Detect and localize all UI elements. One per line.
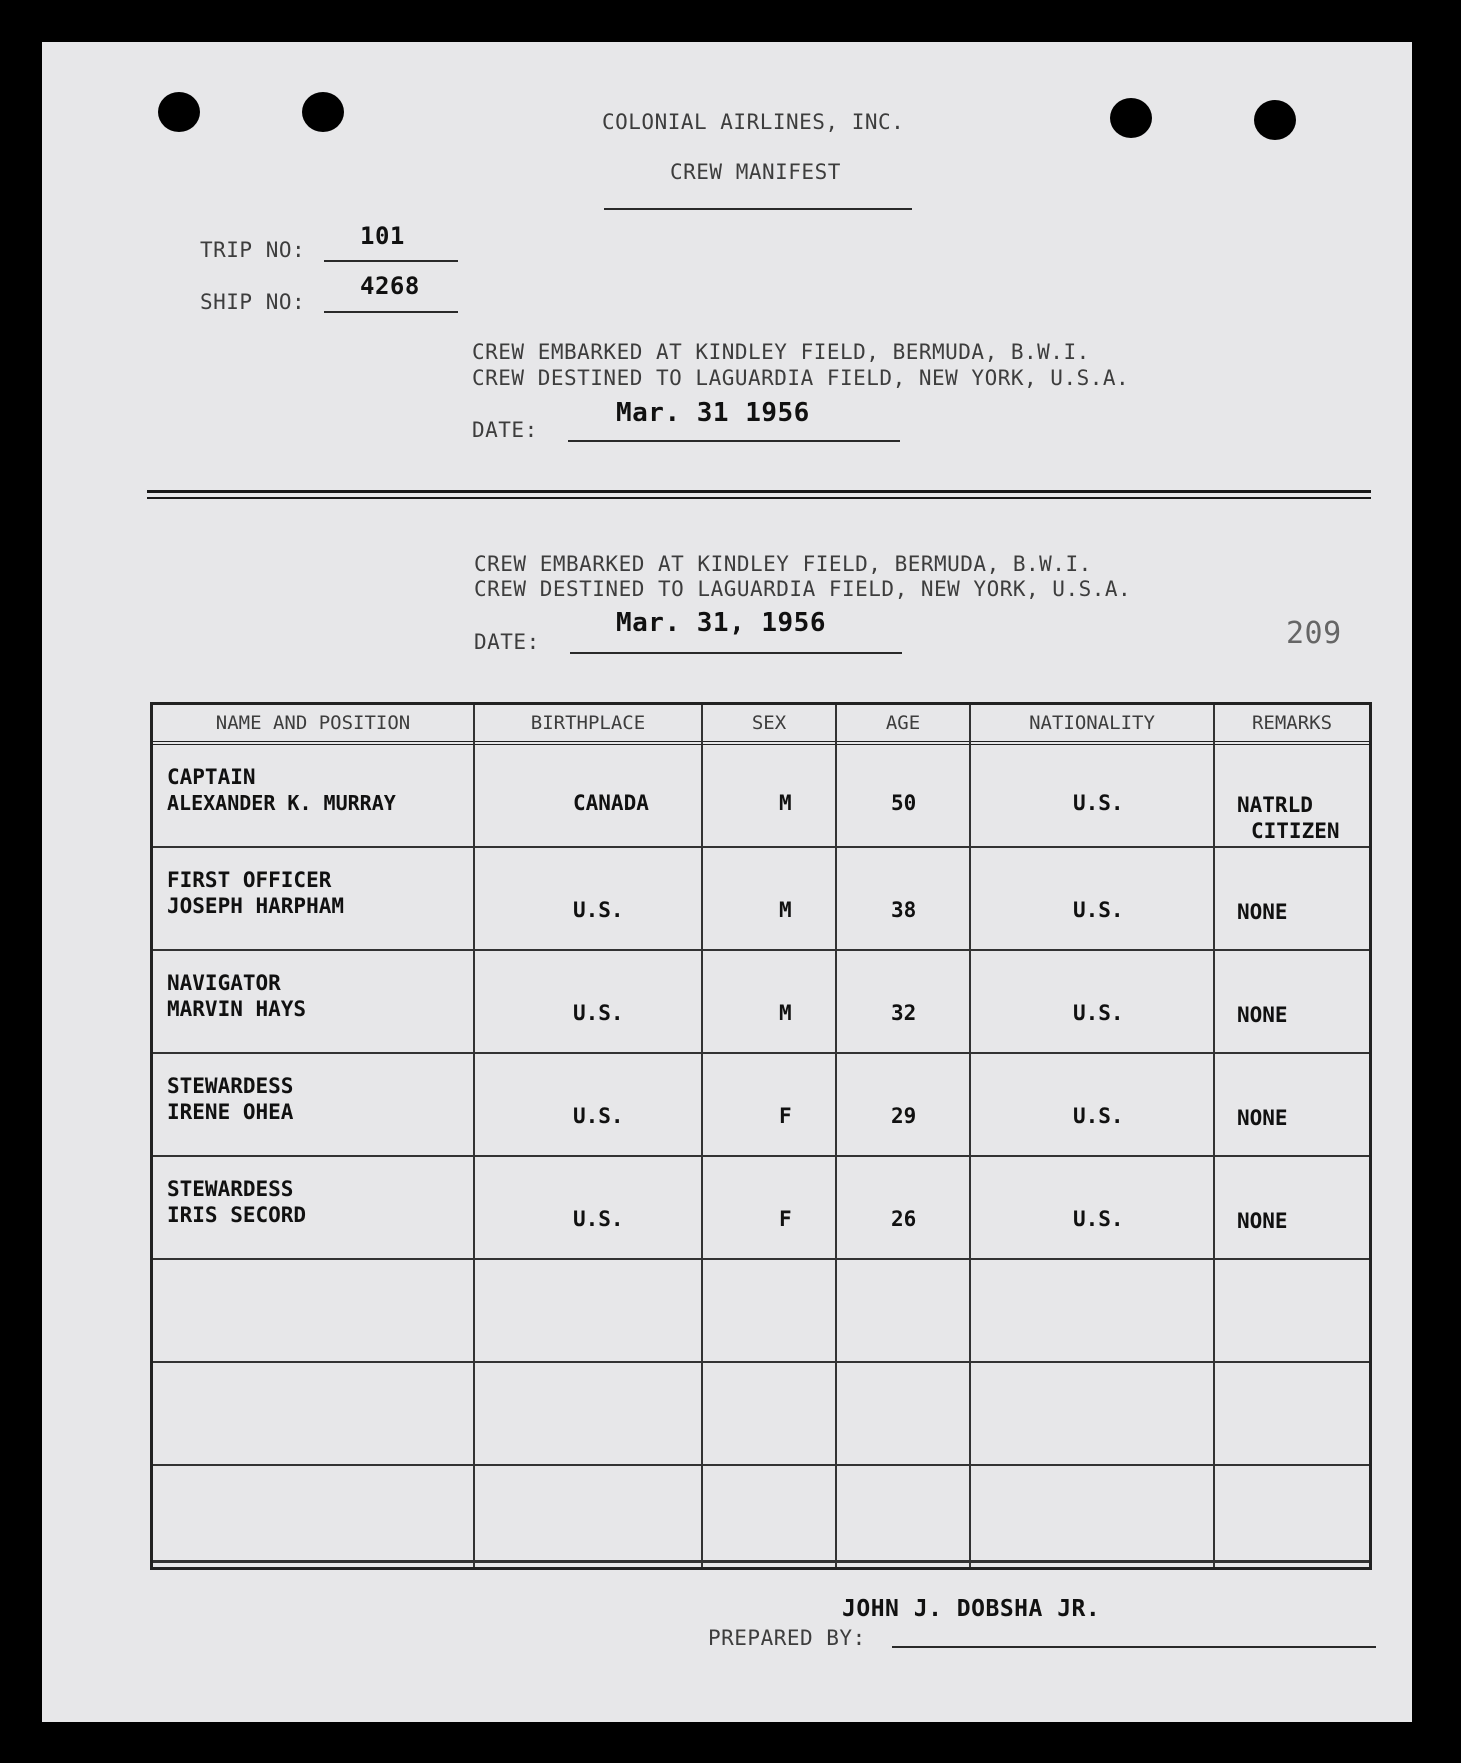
- crew-sex: M: [779, 791, 792, 815]
- crew-name: JOSEPH HARPHAM: [167, 894, 345, 918]
- company-name: COLONIAL AIRLINES, INC.: [602, 110, 905, 134]
- table-header: [153, 705, 1369, 745]
- row-divider: [153, 1361, 1369, 1363]
- crew-position: STEWARDESS: [167, 1177, 294, 1201]
- crew-nationality: U.S.: [1073, 1001, 1124, 1025]
- prepared-by-label: PREPARED BY:: [708, 1626, 866, 1650]
- section-divider: [147, 490, 1371, 493]
- embarked-line: CREW EMBARKED AT KINDLEY FIELD, BERMUDA, B.W.I.: [474, 552, 1092, 576]
- crew-birthplace: U.S.: [573, 1207, 624, 1231]
- crew-name: MARVIN HAYS: [167, 997, 307, 1021]
- crew-remarks: NATRLD: [1237, 793, 1313, 817]
- table-row: [153, 951, 1369, 1054]
- crew-age: 29: [891, 1104, 917, 1128]
- column-header-age: AGE: [885, 712, 921, 734]
- crew-sex: F: [779, 1104, 792, 1128]
- crew-remarks: NONE: [1237, 1106, 1288, 1130]
- punch-hole: [302, 92, 344, 132]
- date-label: DATE:: [472, 418, 538, 442]
- table-row: [153, 1157, 1369, 1260]
- crew-birthplace: U.S.: [573, 1104, 624, 1128]
- manifest-sheet: [42, 42, 1412, 1722]
- crew-age: 32: [891, 1001, 917, 1025]
- crew-nationality: U.S.: [1073, 1207, 1124, 1231]
- crew-name: IRIS SECORD: [167, 1203, 307, 1227]
- destined-line: CREW DESTINED TO LAGUARDIA FIELD, NEW YORK, U.S.A.: [474, 577, 1132, 601]
- column-header-birthplace: BIRTHPLACE: [530, 712, 646, 734]
- page-number: 209: [1286, 616, 1342, 651]
- crew-name: IRENE OHEA: [167, 1100, 294, 1124]
- crew-birthplace: U.S.: [573, 1001, 624, 1025]
- trip-label: TRIP NO:: [200, 238, 306, 262]
- crew-position: STEWARDESS: [167, 1074, 294, 1098]
- crew-remarks: CITIZEN: [1251, 819, 1340, 843]
- trip-underline: [324, 260, 458, 262]
- crew-position: CAPTAIN: [167, 765, 256, 789]
- preparer-name: JOHN J. DOBSHA JR.: [842, 1596, 1101, 1622]
- title-underline: [604, 208, 912, 210]
- crew-birthplace: CANADA: [573, 791, 649, 815]
- crew-nationality: U.S.: [1073, 1104, 1124, 1128]
- ship-value: 4268: [360, 272, 420, 300]
- date-underline: [568, 440, 900, 442]
- table-row: [153, 1054, 1369, 1157]
- crew-sex: M: [779, 1001, 792, 1025]
- row-divider: [153, 1464, 1369, 1466]
- ship-label: SHIP NO:: [200, 290, 306, 314]
- date-value: Mar. 31 1956: [616, 398, 810, 428]
- crew-position: NAVIGATOR: [167, 971, 281, 995]
- crew-age: 50: [891, 791, 917, 815]
- crew-sex: F: [779, 1207, 792, 1231]
- date-label: DATE:: [474, 630, 540, 654]
- crew-birthplace: U.S.: [573, 898, 624, 922]
- punch-hole: [1254, 100, 1296, 140]
- trip-value: 101: [360, 222, 405, 250]
- table-row: [153, 745, 1369, 848]
- crew-age: 26: [891, 1207, 917, 1231]
- crew-nationality: U.S.: [1073, 791, 1124, 815]
- document-title: CREW MANIFEST: [670, 160, 841, 184]
- crew-remarks: NONE: [1237, 900, 1288, 924]
- signature-line: [892, 1646, 1376, 1648]
- date-underline: [570, 652, 902, 654]
- column-header-sex: SEX: [751, 712, 787, 734]
- crew-name: ALEXANDER K. MURRAY: [167, 791, 396, 815]
- crew-age: 38: [891, 898, 917, 922]
- column-header-name: NAME AND POSITION: [215, 712, 411, 734]
- punch-hole: [1110, 98, 1152, 138]
- crew-sex: M: [779, 898, 792, 922]
- date-value: Mar. 31, 1956: [616, 608, 826, 638]
- table-row: [153, 848, 1369, 951]
- crew-nationality: U.S.: [1073, 898, 1124, 922]
- crew-remarks: NONE: [1237, 1209, 1288, 1233]
- punch-hole: [158, 92, 200, 132]
- section-divider: [147, 497, 1371, 499]
- crew-table: [150, 702, 1372, 1570]
- destined-line: CREW DESTINED TO LAGUARDIA FIELD, NEW YORK, U.S.A.: [472, 366, 1130, 390]
- ship-underline: [324, 311, 458, 313]
- crew-position: FIRST OFFICER: [167, 868, 332, 892]
- embarked-line: CREW EMBARKED AT KINDLEY FIELD, BERMUDA, B.W.I.: [472, 340, 1090, 364]
- row-divider: [153, 1560, 1369, 1563]
- column-header-remarks: REMARKS: [1251, 712, 1333, 734]
- crew-remarks: NONE: [1237, 1003, 1288, 1027]
- column-header-nationality: NATIONALITY: [1029, 712, 1155, 734]
